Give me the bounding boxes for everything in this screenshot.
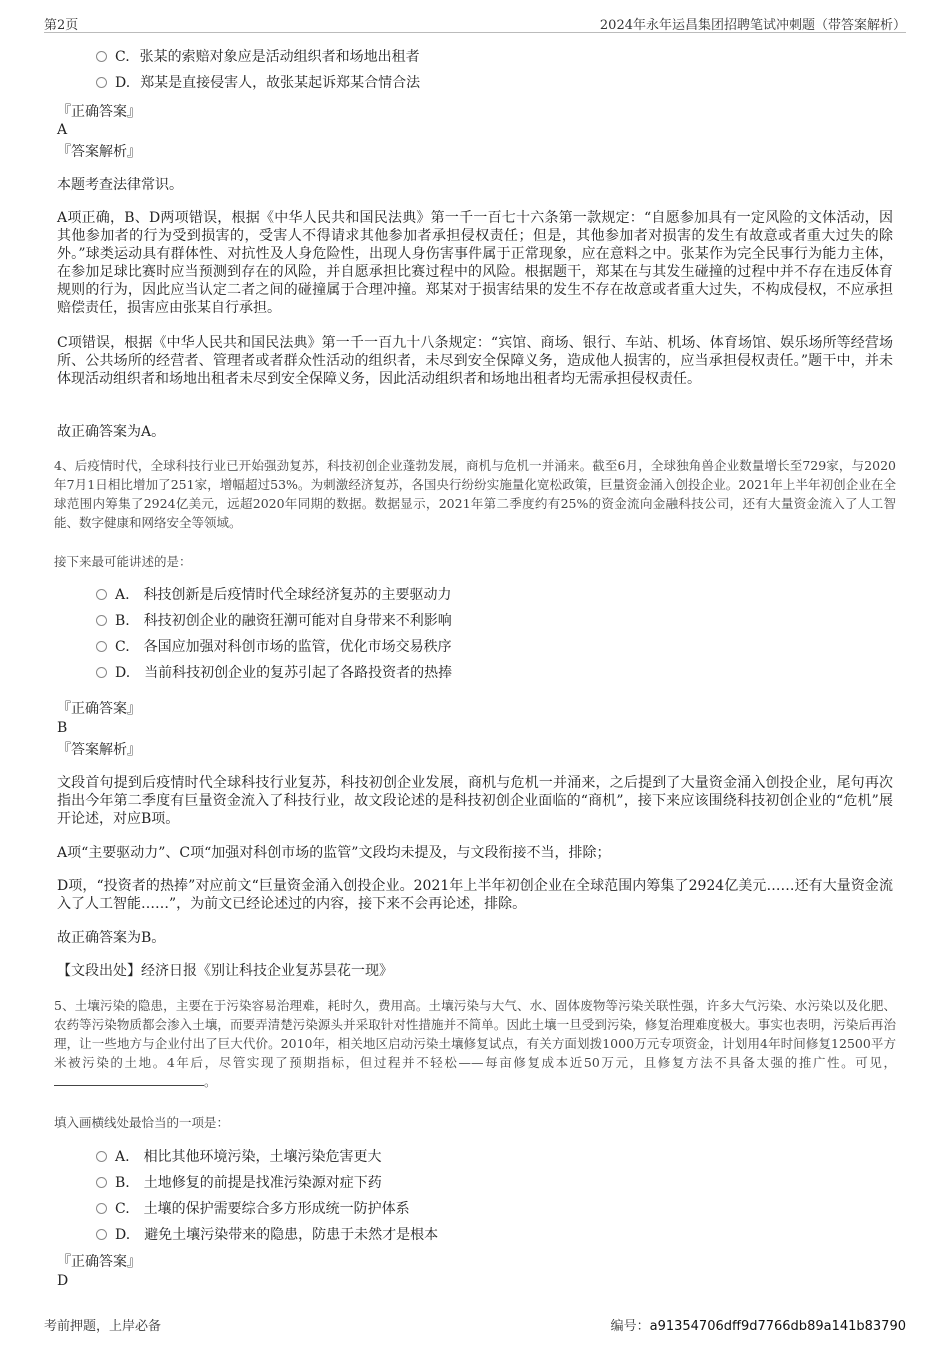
radio-icon[interactable] <box>96 1151 107 1162</box>
radio-icon[interactable] <box>96 77 107 88</box>
radio-icon[interactable] <box>96 641 107 652</box>
q4-option-a[interactable]: A. 科技创新是后疫情时代全球经济复苏的主要驱动力 <box>96 586 452 604</box>
fill-blank[interactable] <box>54 1073 204 1086</box>
q3-analysis-intro: 本题考查法律常识。 <box>57 177 183 193</box>
q4-analysis-2: A项“主要驱动力”、C项“加强对科创市场的监管”文段均未提及，与文段衔接不当，排除； <box>57 845 611 861</box>
q4-analysis-conclusion: 故正确答案为B。 <box>57 930 166 946</box>
q5-option-a[interactable]: A. 相比其他环境污染，土壤污染危害更大 <box>96 1148 382 1166</box>
radio-icon[interactable] <box>96 1229 107 1240</box>
q4-analysis-3: D项，“投资者的热捧”对应前文“巨量资金涌入创投企业。2021年上半年初创企业在全球范围内筹集了2924亿美元……还有大量资金流入了人工智能……”，为前文已经论述过的内容，接下来不会再论述，排除。 <box>57 878 893 912</box>
q4-prompt: 接下来最可能讲述的是： <box>54 554 192 569</box>
q5-option-b[interactable]: B. 土地修复的前提是找准污染源对症下药 <box>96 1174 382 1192</box>
q4-source: 【文段出处】经济日报《别让科技企业复苏昙花一现》 <box>57 963 393 979</box>
q3-option-d[interactable]: D. 郑某是直接侵害人，故张某起诉郑某合情合法 <box>96 74 420 92</box>
page-footer <box>44 1313 906 1333</box>
page-header <box>44 12 906 33</box>
q5-option-d[interactable]: D. 避免土壤污染带来的隐患，防患于未然才是根本 <box>96 1226 438 1244</box>
radio-icon[interactable] <box>96 1203 107 1214</box>
radio-icon[interactable] <box>96 51 107 62</box>
q4-answer-label: 『正确答案』 <box>57 701 141 717</box>
radio-icon[interactable] <box>96 615 107 626</box>
q3-analysis-ab: A项正确，B、D两项错误，根据《中华人民共和国民法典》第一千一百七十六条第一款规定：“自愿参加具有一定风险的文体活动，因其他参加者的行为受到损害的，受害人不得请求其他参加者承担侵权责任；但是，其他参加者对损害的发生有故意或者重大过失的除外。”球类运动具有群体性、对抗性及人身危险性，出现人身伤害事件属于正常现象，应在意料之中。张某作为完全民事行为能力主体，在参加足球比赛时应当预测到存在的风险，并自愿承担比赛过程中的风险。根据题干，郑某在与其发生碰撞的过程中并不存在违反体育规则的行为，因此应当认定二者之间的碰撞属于合理冲撞。郑某对于损害结果的发生不存在故意或者重大过失，不构成侵权，不应承担赔偿责任，损害应由张某自行承担。 <box>57 210 893 316</box>
q3-analysis-conclusion: 故正确答案为A。 <box>57 424 166 440</box>
q4-answer: B <box>57 720 68 736</box>
q5-option-c[interactable]: C. 土壤的保护需要综合多方形成统一防护体系 <box>96 1200 410 1218</box>
q5-prompt: 填入画横线处最恰当的一项是： <box>54 1115 230 1130</box>
q5-answer: D <box>57 1273 69 1289</box>
q3-analysis-c: C项错误，根据《中华人民共和国民法典》第一千一百九十八条规定：“宾馆、商场、银行、车站、机场、体育场馆、娱乐场所等经营场所、公共场所的经营者、管理者或者群众性活动的组织者，未尽到安全保障义务，造成他人损害的，应当承担侵权责任。”题干中，并未体现活动组织者和场地出租者未尽到安全保障义务，因此活动组织者和场地出租者均无需承担侵权责任。 <box>57 335 893 387</box>
q5-answer-label: 『正确答案』 <box>57 1254 141 1270</box>
document-title: 2024年永年运昌集团招聘笔试冲刺题（带答案解析） <box>599 18 906 33</box>
q5-question-text: 5、土壤污染的隐患，主要在于污染容易治理难，耗时久，费用高。土壤污染与大气、水、固体废物等污染关联性强，许多大气污染、水污染以及化肥、农药等污染物质都会渗入土壤，而要弄清楚污染源头并采取针对性措施并不简单。因此土壤一旦受到污染，修复治理难度极大。事实也表明，污染后再治理，让一些地方与企业付出了巨大代价。2010年，相关地区启动污染土壤修复试点，有关方面划拨1000万元专项资金，计划用4年时间修复12500平方米被污染的土地。4年后，尽管实现了预期指标，但过程并不轻松——每亩修复成本近50万元，且修复方法不具备太强的推广性。可见，。 <box>54 998 896 1089</box>
document-code: 编号：a91354706dff9d7766db89a141b83790 <box>610 1319 906 1334</box>
q4-question-text: 4、后疫情时代，全球科技行业已开始强劲复苏，科技初创企业蓬勃发展，商机与危机一并涌来。截至6月，全球独角兽企业数量增长至729家，与2020年7月1日相比增加了251家，增幅超过53%。为刺激经济复苏，各国央行纷纷实施量化宽松政策，巨量资金涌入创投企业。2021年上半年初创企业在全球范围内筹集了2924亿美元，远超2020年同期的数据。数据显示，2021年第二季度约有25%的资金流向金融科技公司，还有大量资金流入了人工智能、数字健康和网络安全等领域。 <box>54 458 896 530</box>
radio-icon[interactable] <box>96 1177 107 1188</box>
q3-answer: A <box>57 122 68 138</box>
q4-analysis-1: 文段首句提到后疫情时代全球科技行业复苏，科技初创企业发展，商机与危机一并涌来，之后提到了大量资金涌入创投企业，尾句再次指出今年第二季度有巨量资金流入了科技行业，故文段论述的是科技初创企业面临的“商机”，接下来应该围绕科技初创企业的“危机”展开论述，对应B项。 <box>57 775 893 827</box>
radio-icon[interactable] <box>96 589 107 600</box>
q4-analysis-label: 『答案解析』 <box>57 742 141 758</box>
q3-option-c[interactable]: C. 张某的索赔对象应是活动组织者和场地出租者 <box>96 48 420 66</box>
q3-analysis-label: 『答案解析』 <box>57 144 141 160</box>
q4-option-b[interactable]: B. 科技初创企业的融资狂潮可能对自身带来不利影响 <box>96 612 452 630</box>
page-number: 第2页 <box>44 18 79 33</box>
q3-answer-label: 『正确答案』 <box>57 104 141 120</box>
q4-option-c[interactable]: C. 各国应加强对科创市场的监管，优化市场交易秩序 <box>96 638 452 656</box>
radio-icon[interactable] <box>96 667 107 678</box>
q4-option-d[interactable]: D. 当前科技初创企业的复苏引起了各路投资者的热捧 <box>96 664 452 682</box>
footer-motto: 考前押题，上岸必备 <box>44 1319 162 1334</box>
